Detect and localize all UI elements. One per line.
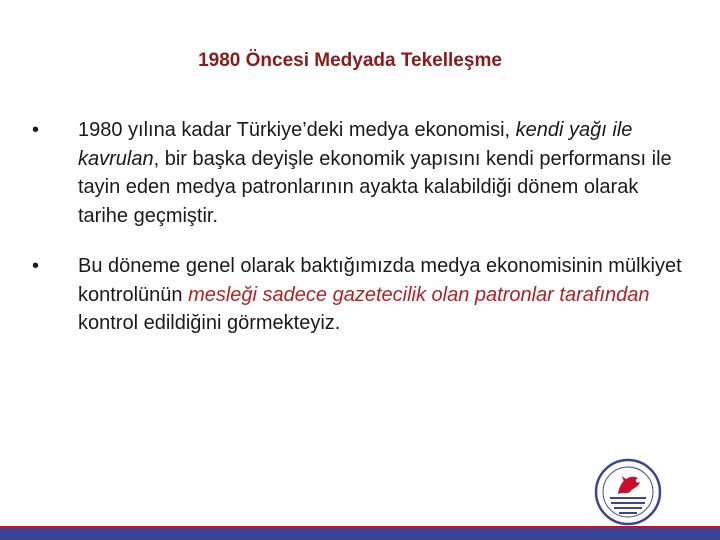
university-seal-icon <box>594 458 662 526</box>
bullet-1-italic-phrase: kendi yağı ile kavrulan <box>78 119 633 170</box>
bullet-2-highlight-phrase: mesleği sadece gazetecilik olan patronlar tarafından <box>188 283 650 306</box>
bullet-list <box>32 116 682 360</box>
bullet-2-text-a: Bu döneme genel olarak baktığımızda medya ekonomisinin mülkiyet kontrolünün <box>78 255 682 306</box>
bullet-2-text-b: kontrol edildiğini görmekteyiz. <box>78 312 341 334</box>
bullet-item-1 <box>32 116 682 230</box>
footer-bar <box>0 528 720 540</box>
bullet-item-2 <box>32 252 682 338</box>
bullet-1-text-a: 1980 yılına kadar Türkiye’deki medya ekonomisi, <box>78 119 516 141</box>
bullet-1-text-b: , bir başka deyişle ekonomik yapısını kendi performansı ile tayin eden medya patronlarının ayakta kalabildiği dönem olarak tarihe geçmiştir. <box>78 147 672 227</box>
bullet-marker: • <box>32 255 40 277</box>
bullet-marker: • <box>32 119 40 141</box>
slide-title: 1980 Öncesi Medyada Tekelleşme <box>198 50 502 71</box>
